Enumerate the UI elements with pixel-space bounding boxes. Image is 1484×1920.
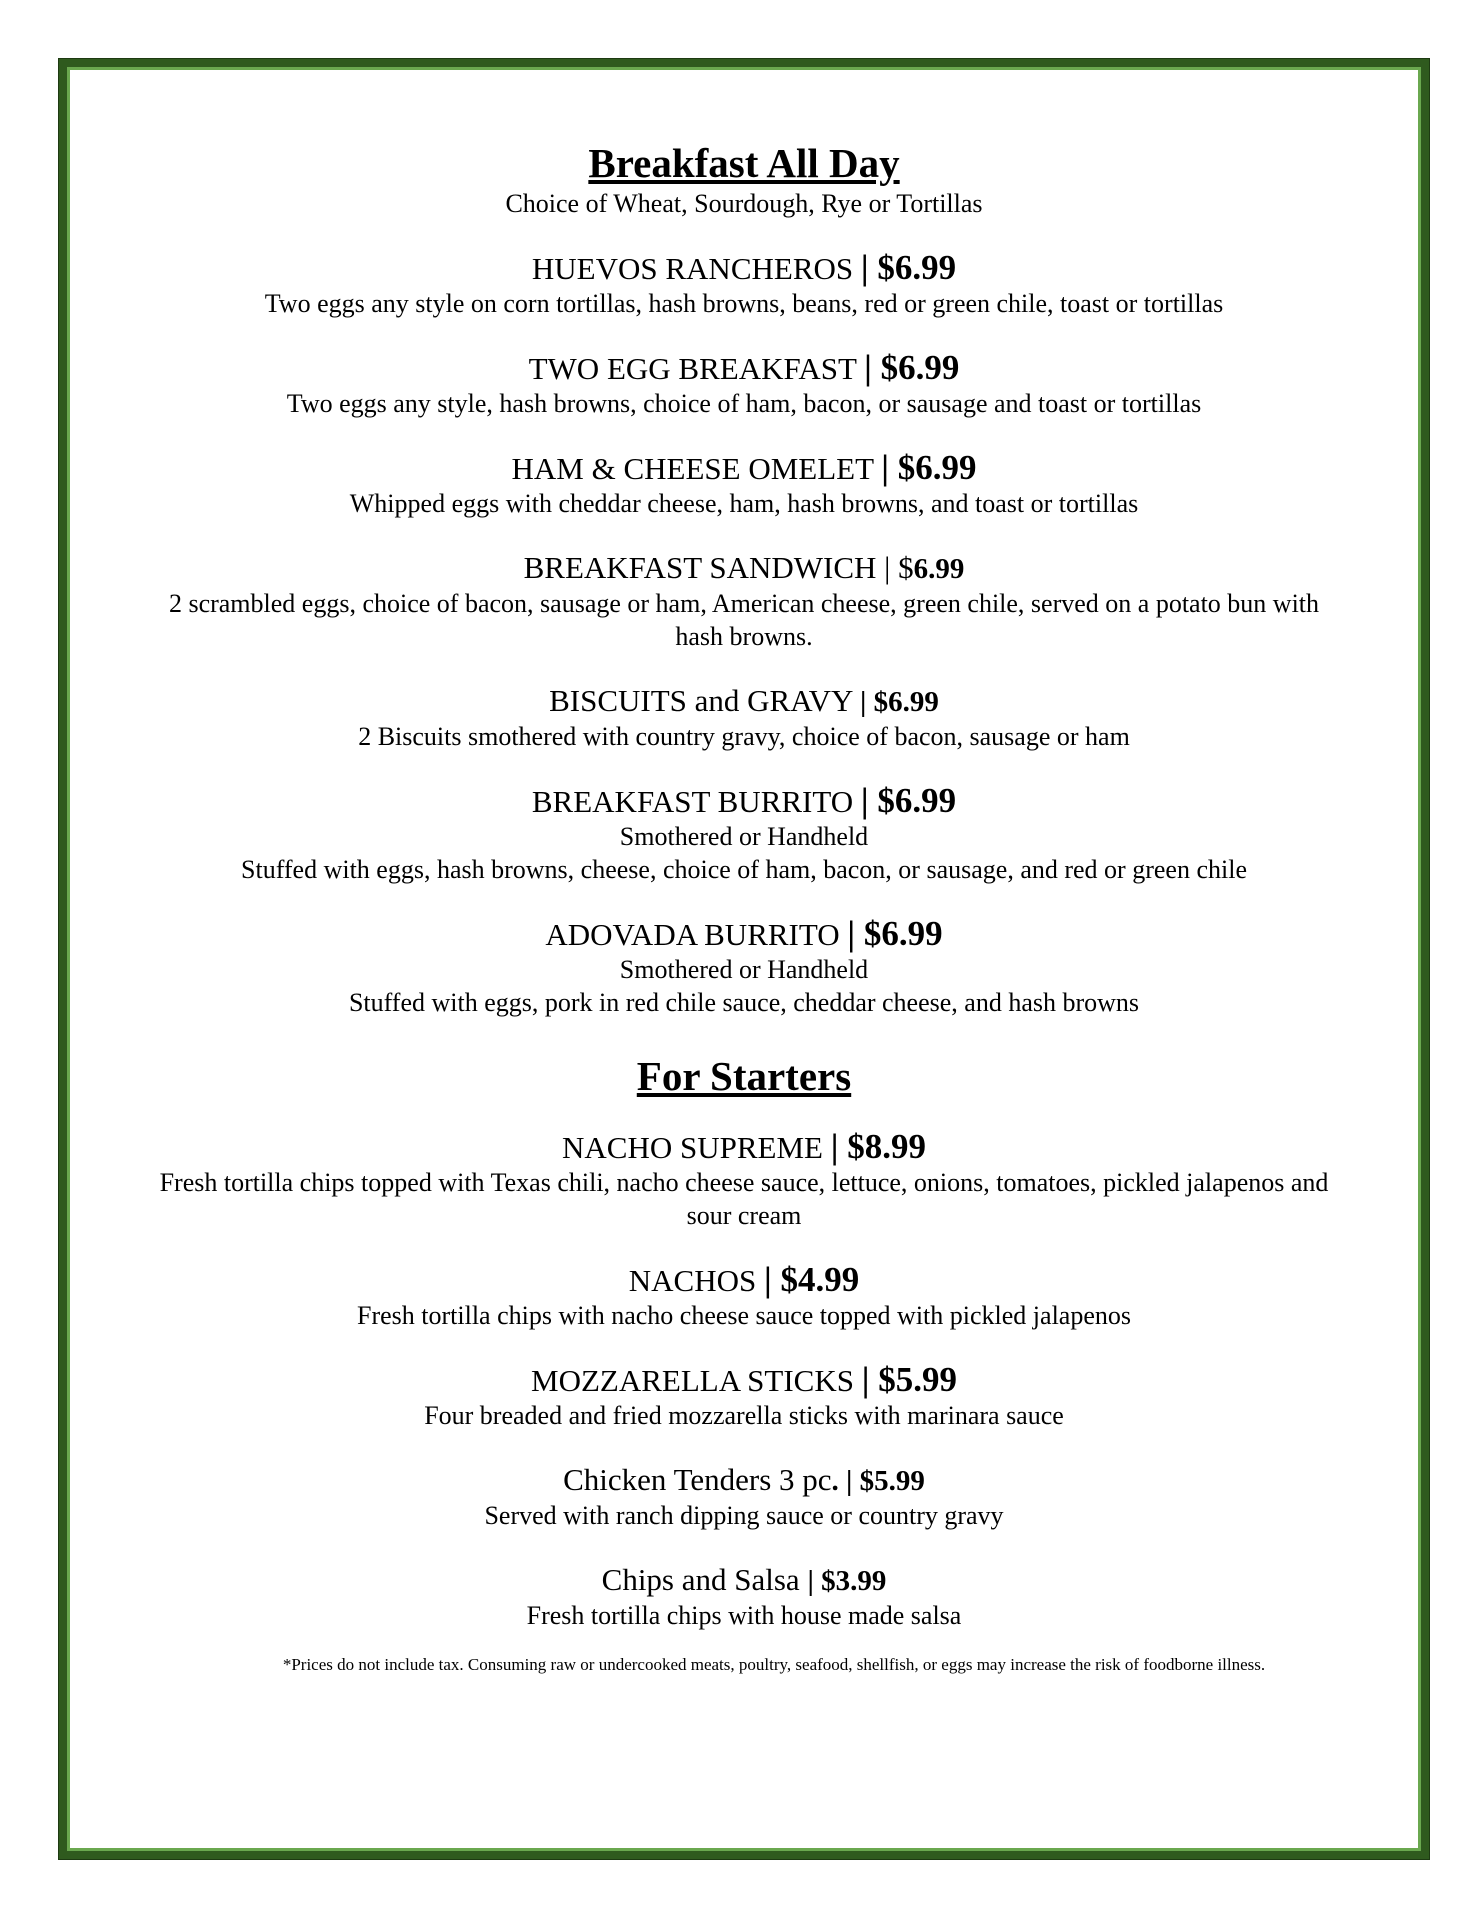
item-name: Chips and Salsa — [601, 1562, 808, 1597]
item-name: HAM & CHEESE OMELET — [511, 451, 882, 486]
item-description: 2 scrambled eggs, choice of bacon, sausage or ham, American cheese, green chile, served on a potato bun with hash browns. — [168, 589, 1320, 651]
item-name: BISCUITS and GRAVY — [549, 683, 860, 718]
item-description: Four breaded and fried mozzarella sticks with marinara sauce — [424, 1401, 1064, 1430]
item-description: Served with ranch dipping sauce or country gravy — [484, 1501, 1004, 1530]
menu-item-biscuits-gravy — [70, 683, 1418, 753]
item-name: ADOVADA BURRITO — [545, 917, 848, 952]
menu-item-ham-cheese-omelet — [70, 450, 1418, 520]
item-description: Two eggs any style on corn tortillas, hash browns, beans, red or green chile, toast or tortillas — [264, 289, 1224, 318]
item-price: | $6.99 — [860, 248, 957, 287]
item-name: Chicken Tenders 3 pc — [563, 1462, 832, 1497]
item-description: Fresh tortilla chips with house made salsa — [526, 1601, 962, 1630]
menu-content — [70, 140, 1418, 1676]
item-description: Whipped eggs with cheddar cheese, ham, hash browns, and toast or tortillas — [349, 489, 1139, 518]
menu-item-huevos-rancheros — [70, 250, 1418, 320]
item-name: NACHOS — [628, 1263, 764, 1298]
item-name: BREAKFAST SANDWICH | $ — [523, 550, 914, 585]
item-name: BREAKFAST BURRITO — [531, 784, 861, 819]
item-price: | $6.99 — [864, 348, 960, 387]
item-name: TWO EGG BREAKFAST — [528, 351, 865, 386]
item-description: 2 Biscuits smothered with country gravy, choice of bacon, sausage or ham — [358, 722, 1130, 751]
item-price: | $4.99 — [764, 1260, 860, 1299]
item-price: | $3.99 — [807, 1565, 887, 1597]
menu-item-chips-salsa — [70, 1562, 1418, 1632]
item-price: | $6.99 — [860, 686, 939, 718]
item-description: Stuffed with eggs, pork in red chile sauce, cheddar cheese, and hash browns — [348, 988, 1140, 1017]
menu-page — [70, 70, 1418, 1848]
breakfast-title: Breakfast All Day — [588, 140, 900, 186]
item-price: | $6.99 — [881, 448, 977, 487]
menu-border-accent — [67, 67, 1421, 1851]
menu-item-nachos — [70, 1262, 1418, 1332]
disclaimer: *Prices do not include tax. Consuming raw or undercooked meats, poultry, seafood, shellfish, or eggs may increase the risk of foodborne illness. — [282, 1655, 1266, 1674]
menu-item-two-egg-breakfast — [70, 350, 1418, 420]
menu-border — [58, 58, 1430, 1860]
item-price: | $8.99 — [830, 1127, 926, 1166]
item-option: Smothered or Handheld — [619, 822, 869, 851]
item-description: Stuffed with eggs, hash browns, cheese, choice of ham, bacon, or sausage, and red or green chile — [241, 855, 1247, 884]
item-option: Smothered or Handheld — [619, 955, 869, 984]
menu-item-chicken-tenders — [70, 1462, 1418, 1532]
item-price: | $6.99 — [847, 914, 943, 953]
item-name: HUEVOS RANCHEROS — [531, 251, 861, 286]
item-price: | $5.99 — [861, 1360, 957, 1399]
menu-item-nacho-supreme — [70, 1129, 1418, 1232]
item-price: | $6.99 — [860, 781, 957, 820]
starters-title: For Starters — [636, 1053, 852, 1099]
starters-section — [70, 1053, 1418, 1632]
breakfast-subtitle: Choice of Wheat, Sourdough, Rye or Tortillas — [505, 189, 983, 218]
item-name: NACHO SUPREME — [562, 1130, 831, 1165]
item-description: Fresh tortilla chips with nacho cheese sauce topped with pickled jalapenos — [357, 1301, 1131, 1330]
item-price: 6.99 — [913, 553, 965, 585]
breakfast-section — [70, 140, 1418, 1019]
item-description: Two eggs any style, hash browns, choice of ham, bacon, or sausage and toast or tortillas — [286, 389, 1202, 418]
item-description: Fresh tortilla chips topped with Texas chili, nacho cheese sauce, lettuce, onions, tomatoes, pickled jalapenos and sour cream — [159, 1168, 1329, 1230]
menu-item-breakfast-burrito — [70, 783, 1418, 886]
menu-item-breakfast-sandwich — [70, 550, 1418, 653]
menu-item-mozzarella-sticks — [70, 1362, 1418, 1432]
item-price: . | $5.99 — [831, 1465, 925, 1497]
item-name: MOZZARELLA STICKS — [531, 1363, 862, 1398]
menu-item-adovada-burrito — [70, 916, 1418, 1019]
